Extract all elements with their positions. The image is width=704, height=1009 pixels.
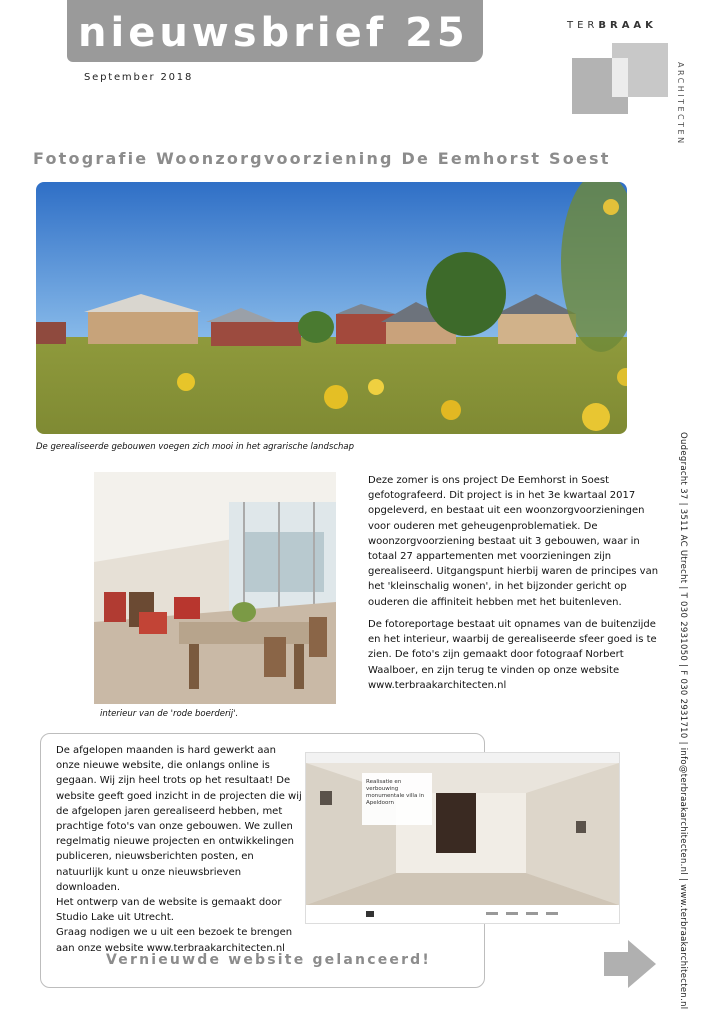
landscape-photo-caption: De gerealiseerde gebouwen voegen zich mooi in het agrarische landschap	[36, 442, 354, 452]
newsletter-title: nieuwsbrief 25	[78, 10, 469, 56]
website-announcement-text	[56, 743, 302, 956]
svg-text:monumentale villa in: monumentale villa in	[366, 793, 425, 799]
article-paragraph-1: Deze zomer is ons project De Eemhorst in Soest gefotografeerd. Dit project is in het 3e kwartaal 2017 opgeleverd, en bestaat uit een woonzorgvoorzieningen voor ouderen met geheugenproblematiek. De woonzorgvoorziening bestaat uit 3 gebouwen, waar in totaal 27 appartementen met voorzieningen zijn gerealiseerd. Uitgangspunt hierbij waren de principes van het 'kleinschalig wonen', in het bijzonder gericht op ouderen die affiniteit hebben met het buitenleven.	[368, 475, 659, 608]
issue-date: September 2018	[84, 72, 194, 83]
website-announcement-title: Vernieuwde website gelanceerd!	[106, 952, 431, 968]
brand-name-light: TER	[567, 20, 599, 31]
svg-text:Apeldoorn: Apeldoorn	[366, 800, 395, 806]
website-screenshot	[305, 752, 620, 924]
interior-photo	[94, 472, 336, 704]
interior-photo-caption: interieur van de 'rode boerderij'.	[100, 709, 239, 719]
website-credit: Het ontwerp van de website is gemaakt door Studio Lake uit Utrecht.	[56, 897, 282, 924]
logo-square-overlap	[612, 58, 628, 97]
landscape-photo	[36, 182, 627, 434]
svg-text:verbouwing: verbouwing	[366, 786, 399, 792]
next-page-arrow-icon	[604, 940, 656, 992]
brand-vertical-label: ARCHITECTEN	[676, 62, 685, 146]
brand-name-bold: BRAAK	[598, 20, 657, 31]
contact-sidebar: Oudegracht 37 | 3511 AC Utrecht | T 030 2931050 | F 030 2931710 | info@terbraakarchitecten.nl | www.terbraakarchitecten.nl	[678, 432, 688, 1009]
website-invite: Graag nodigen we u uit een bezoek te brengen aan onze website www.terbraakarchitecten.nl	[56, 927, 293, 954]
website-intro: De afgelopen maanden is hard gewerkt aan onze nieuwe website, die onlangs online is gegaan. Wij zijn heel trots op het resultaat! De website geeft goed inzicht in de projecten die wij de afgelopen jaren gerealiseerd hebben, met prachtige foto's van onze gebouwen. We zullen regelmatig nieuwe projecten en ontwikkelingen publiceren, nieuwsberichten posten, en natuurlijk kunt u onze nieuwsbrieven downloaden.	[56, 745, 302, 893]
svg-text:Realisatie en: Realisatie en	[366, 779, 402, 785]
article-paragraph-2: De fotoreportage bestaat uit opnames van de buitenzijde en het interieur, waarbij de gerealiseerde sfeer goed is te zien. De foto's zijn gemaakt door fotograaf Norbert Waalboer, en zijn terug te vinden op onze website www.terbraakarchitecten.nl	[368, 619, 657, 691]
article-title: Fotografie Woonzorgvoorziening De Eemhorst Soest	[33, 149, 611, 168]
brand-logo-text	[567, 20, 657, 31]
